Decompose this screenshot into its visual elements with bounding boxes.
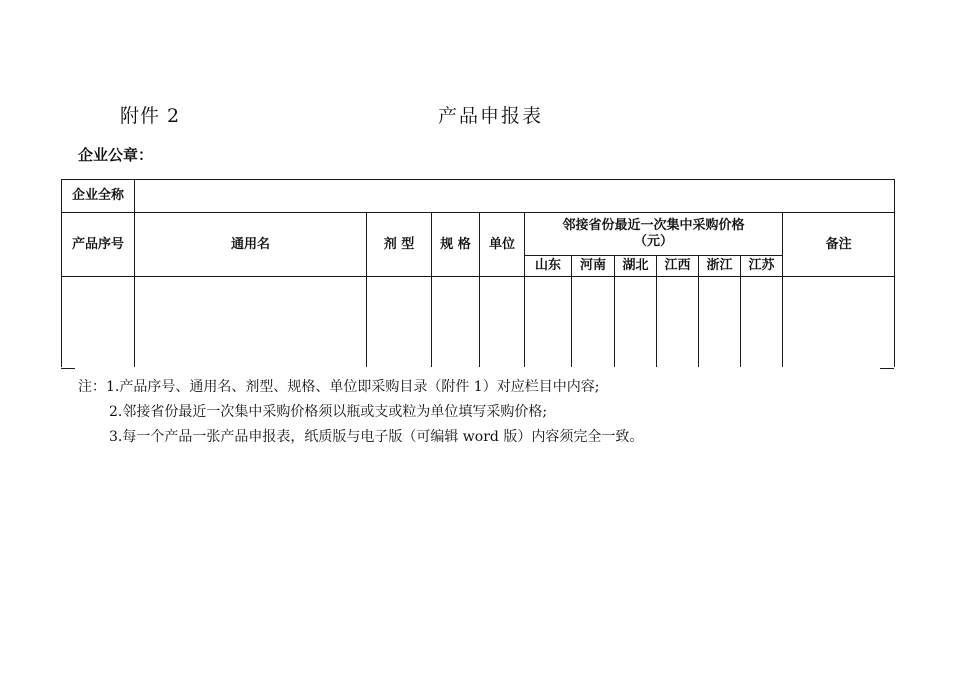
page-title: 产品申报表	[438, 105, 544, 127]
header-unit: 单位	[480, 213, 525, 277]
cell-price-shandong[interactable]	[525, 277, 572, 368]
table-bottom-corner-marks	[61, 368, 894, 369]
attachment-label: 附件 2	[120, 105, 181, 127]
header-province-jiangsu: 江苏	[741, 256, 783, 277]
bottom-left-tick	[61, 368, 75, 369]
note-item-1: 注：1.产品序号、通用名、剂型、规格、单位即采购目录（附件 1）对应栏目中内容;	[78, 379, 600, 395]
cell-price-jiangxi[interactable]	[657, 277, 699, 368]
header-province-zhejiang: 浙江	[699, 256, 741, 277]
note-item-2: 2.邻接省份最近一次集中采购价格须以瓶或支或粒为单位填写采购价格;	[109, 404, 548, 420]
company-full-name-cell[interactable]	[135, 180, 895, 213]
cell-unit[interactable]	[480, 277, 525, 368]
price-group-title: 邻接省份最近一次集中采购价格	[562, 218, 745, 234]
product-report-table	[61, 179, 895, 367]
company-seal-label: 企业公章：	[78, 146, 154, 164]
table-row	[62, 277, 895, 368]
cell-price-zhejiang[interactable]	[699, 277, 741, 368]
header-province-hubei: 湖北	[615, 256, 657, 277]
cell-price-henan[interactable]	[572, 277, 615, 368]
cell-price-hubei[interactable]	[615, 277, 657, 368]
cell-dosage-form[interactable]	[367, 277, 432, 368]
note-item-3: 3.每一个产品一张产品申报表，纸质版与电子版（可编辑 word 版）内容须完全一致。	[109, 429, 644, 445]
header-neighbor-price-group	[525, 213, 783, 256]
header-province-henan: 河南	[572, 256, 615, 277]
bottom-right-tick	[880, 368, 894, 369]
header-province-shandong: 山东	[525, 256, 572, 277]
header-specification: 规 格	[432, 213, 480, 277]
header-dosage-form: 剂 型	[367, 213, 432, 277]
cell-generic-name[interactable]	[135, 277, 367, 368]
cell-product-serial[interactable]	[62, 277, 135, 368]
cell-specification[interactable]	[432, 277, 480, 368]
cell-price-jiangsu[interactable]	[741, 277, 783, 368]
price-group-unit: （元）	[633, 234, 673, 249]
header-product-serial: 产品序号	[62, 213, 135, 277]
header-remarks: 备注	[783, 213, 895, 277]
company-full-name-label: 企业全称	[62, 180, 135, 213]
header-province-jiangxi: 江西	[657, 256, 699, 277]
column-header-row	[62, 213, 895, 256]
company-name-row	[62, 180, 895, 213]
cell-remarks[interactable]	[783, 277, 895, 368]
notes-section	[78, 375, 643, 450]
header-generic-name: 通用名	[135, 213, 367, 277]
